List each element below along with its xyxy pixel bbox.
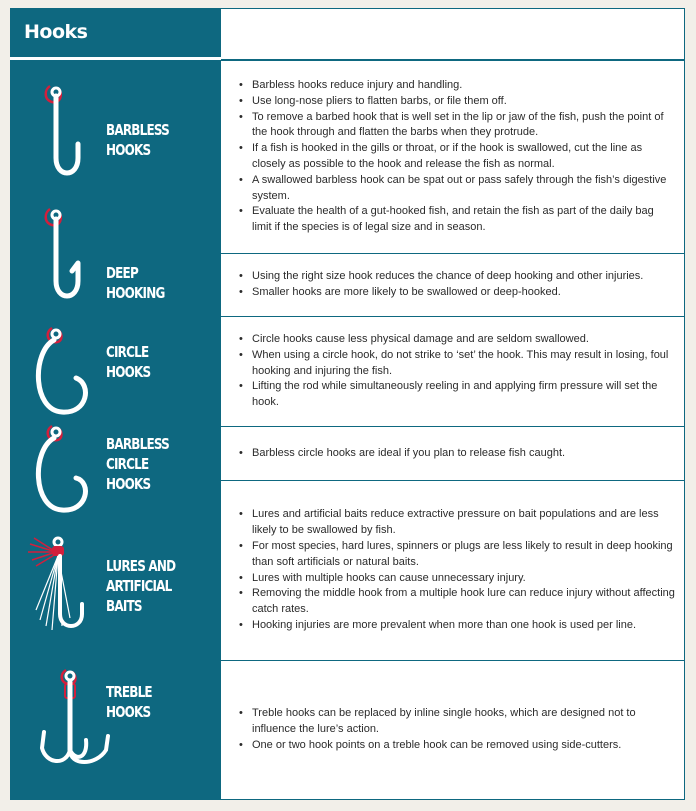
list-item: • Barbless hooks reduce injury and handling. — [239, 78, 676, 94]
title-bar — [10, 8, 221, 60]
list-item: • Smaller hooks are more likely to be swallowed or deep-hooked. — [239, 285, 676, 301]
header-empty-cell — [221, 8, 685, 60]
row-notes — [221, 253, 685, 316]
row-notes — [221, 60, 685, 253]
list-item: • When using a circle hook, do not strike to ‘set’ the hook. This may result in losing, foul hooking and injuring the fish. — [239, 348, 676, 380]
list-item: • One or two hook points on a treble hook can be removed using side-cutters. — [239, 738, 676, 754]
list-item: • Lifting the rod while simultaneously reeling in and applying firm pressure will set the hook. — [239, 379, 676, 411]
page-title: Hooks — [24, 21, 88, 43]
hooks-info-table — [10, 8, 685, 800]
lure-icon — [26, 530, 96, 640]
list-item: • Use long-nose pliers to flatten barbs, or file them off. — [239, 94, 676, 110]
row-label: TREBLE HOOKS — [106, 683, 152, 721]
row-deep-hooking — [10, 253, 685, 316]
row-label: LURES AND ARTIFICIAL BAITS — [106, 557, 176, 615]
list-item: • Lures and artificial baits reduce extractive pressure on bait populations and are less likely to be swallowed by fish. — [239, 507, 676, 539]
row-label: DEEP HOOKING — [106, 264, 165, 302]
row-treble-hooks — [10, 660, 685, 800]
list-item: • Lures with multiple hooks can cause unnecessary injury. — [239, 571, 676, 587]
row-label: BARBLESS HOOKS — [106, 121, 170, 159]
row-barbless-circle-hooks — [10, 426, 685, 493]
row-barbless-hooks — [10, 60, 685, 253]
list-item: • For most species, hard lures, spinners or plugs are less likely to result in deep hooking than soft artificials or natural baits. — [239, 539, 676, 571]
list-item: • Using the right size hook reduces the chance of deep hooking and other injuries. — [239, 269, 676, 285]
row-notes — [221, 316, 685, 426]
barbless-hook-icon — [26, 78, 86, 188]
list-item: • Treble hooks can be replaced by inline single hooks, which are designed not to influence the lure’s action. — [239, 706, 676, 738]
row-notes — [221, 426, 685, 480]
list-item: • If a fish is hooked in the gills or throat, or if the hook is swallowed, cut the line as closely as possible to the hook and release the fish as normal. — [239, 141, 676, 173]
row-lures-and-baits — [10, 480, 685, 660]
list-item: • To remove a barbed hook that is well set in the lip or jaw of the fish, push the point of the hook through and flatten the barbs when they protrude. — [239, 110, 676, 142]
deep-hooking-hook-icon — [26, 201, 86, 311]
row-circle-hooks — [10, 316, 685, 426]
list-item: • Circle hooks cause less physical damage and are seldom swallowed. — [239, 332, 676, 348]
row-notes — [221, 480, 685, 660]
list-item: • Removing the middle hook from a multiple hook lure can reduce injury without affecting catch rates. — [239, 586, 676, 618]
row-notes — [221, 660, 685, 800]
list-item: • Hooking injuries are more prevalent when more than one hook is used per line. — [239, 618, 676, 634]
circle-hook-icon — [26, 322, 96, 422]
list-item: • Evaluate the health of a gut-hooked fish, and retain the fish as part of the daily bag limit if the species is of legal size and in season. — [239, 204, 676, 236]
list-item: • A swallowed barbless hook can be spat out or pass safely through the fish’s digestive system. — [239, 173, 676, 205]
list-item: • Barbless circle hooks are ideal if you plan to release fish caught. — [239, 446, 676, 462]
row-label: CIRCLE HOOKS — [106, 343, 151, 381]
row-label: BARBLESS CIRCLE HOOKS — [106, 435, 170, 493]
